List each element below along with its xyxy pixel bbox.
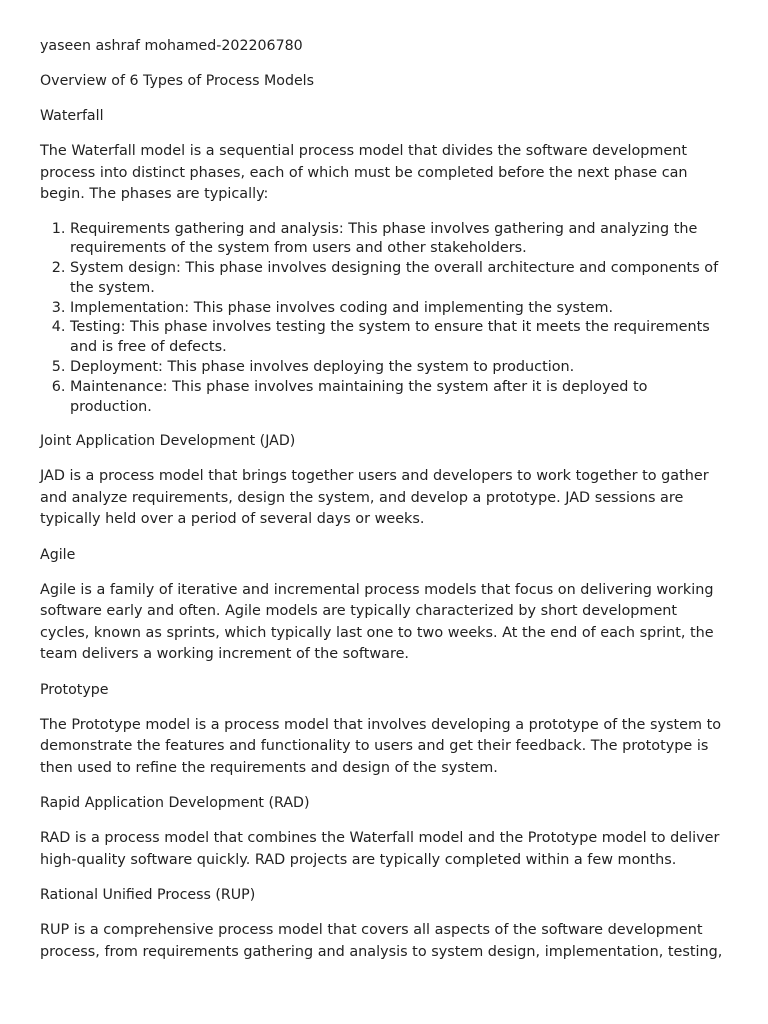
section-heading-prototype: Prototype	[40, 681, 109, 698]
document-title: Overview of 6 Types of Process Models	[40, 73, 315, 89]
list-item: 2. System design: This phase involves designing the overall architecture and components of the system.	[70, 259, 728, 299]
list-item: 4. Testing: This phase involves testing the system to ensure that it meets the requirements and is free of defects.	[70, 318, 728, 358]
waterfall-phase-list	[40, 220, 728, 418]
rup-body: RUP is a comprehensive process model that covers all aspects of the software development process, from requirements gathering and analysis to system design, implementation, testing,	[40, 922, 723, 960]
author-line: yaseen ashraf mohamed-202206780	[40, 38, 303, 54]
list-item: 6. Maintenance: This phase involves maintaining the system after it is deployed to production.	[70, 378, 728, 418]
jad-body: JAD is a process model that brings together users and developers to work together to gather and analyze requirements, design the system, and develop a prototype. JAD sessions are typically held over a period of several days or weeks.	[40, 468, 709, 528]
section-heading-rup: Rational Unified Process (RUP)	[40, 887, 256, 904]
section-heading-rad: Rapid Application Development (RAD)	[40, 795, 310, 812]
list-item: 1. Requirements gathering and analysis: This phase involves gathering and analyzing the requirements of the system from users and other stakeholders.	[70, 220, 728, 260]
section-heading-agile: Agile	[40, 546, 76, 563]
list-item: 5. Deployment: This phase involves deploying the system to production.	[70, 358, 728, 378]
prototype-body: The Prototype model is a process model that involves developing a prototype of the system to demonstrate the features and functionality to users and get their feedback. The prototype is then used to refine the requirements and design of the system.	[40, 716, 722, 776]
waterfall-intro: The Waterfall model is a sequential process model that divides the software development process into distinct phases, each of which must be completed before the next phase can begin. The phases are typically:	[40, 143, 688, 202]
section-heading-jad: Joint Application Development (JAD)	[40, 433, 296, 450]
agile-body: Agile is a family of iterative and incremental process models that focus on delivering working software early and often. Agile models are typically characterized by short development cycles, known as sprints, which typically last one to two weeks. At the end of each sprint, the team delivers a working increment of the software.	[40, 581, 714, 663]
rad-body: RAD is a process model that combines the Waterfall model and the Prototype model to deliver high-quality software quickly. RAD projects are typically completed within a few months.	[40, 830, 720, 868]
list-item: 3. Implementation: This phase involves coding and implementing the system.	[70, 299, 728, 319]
section-heading-waterfall: Waterfall	[40, 108, 104, 124]
